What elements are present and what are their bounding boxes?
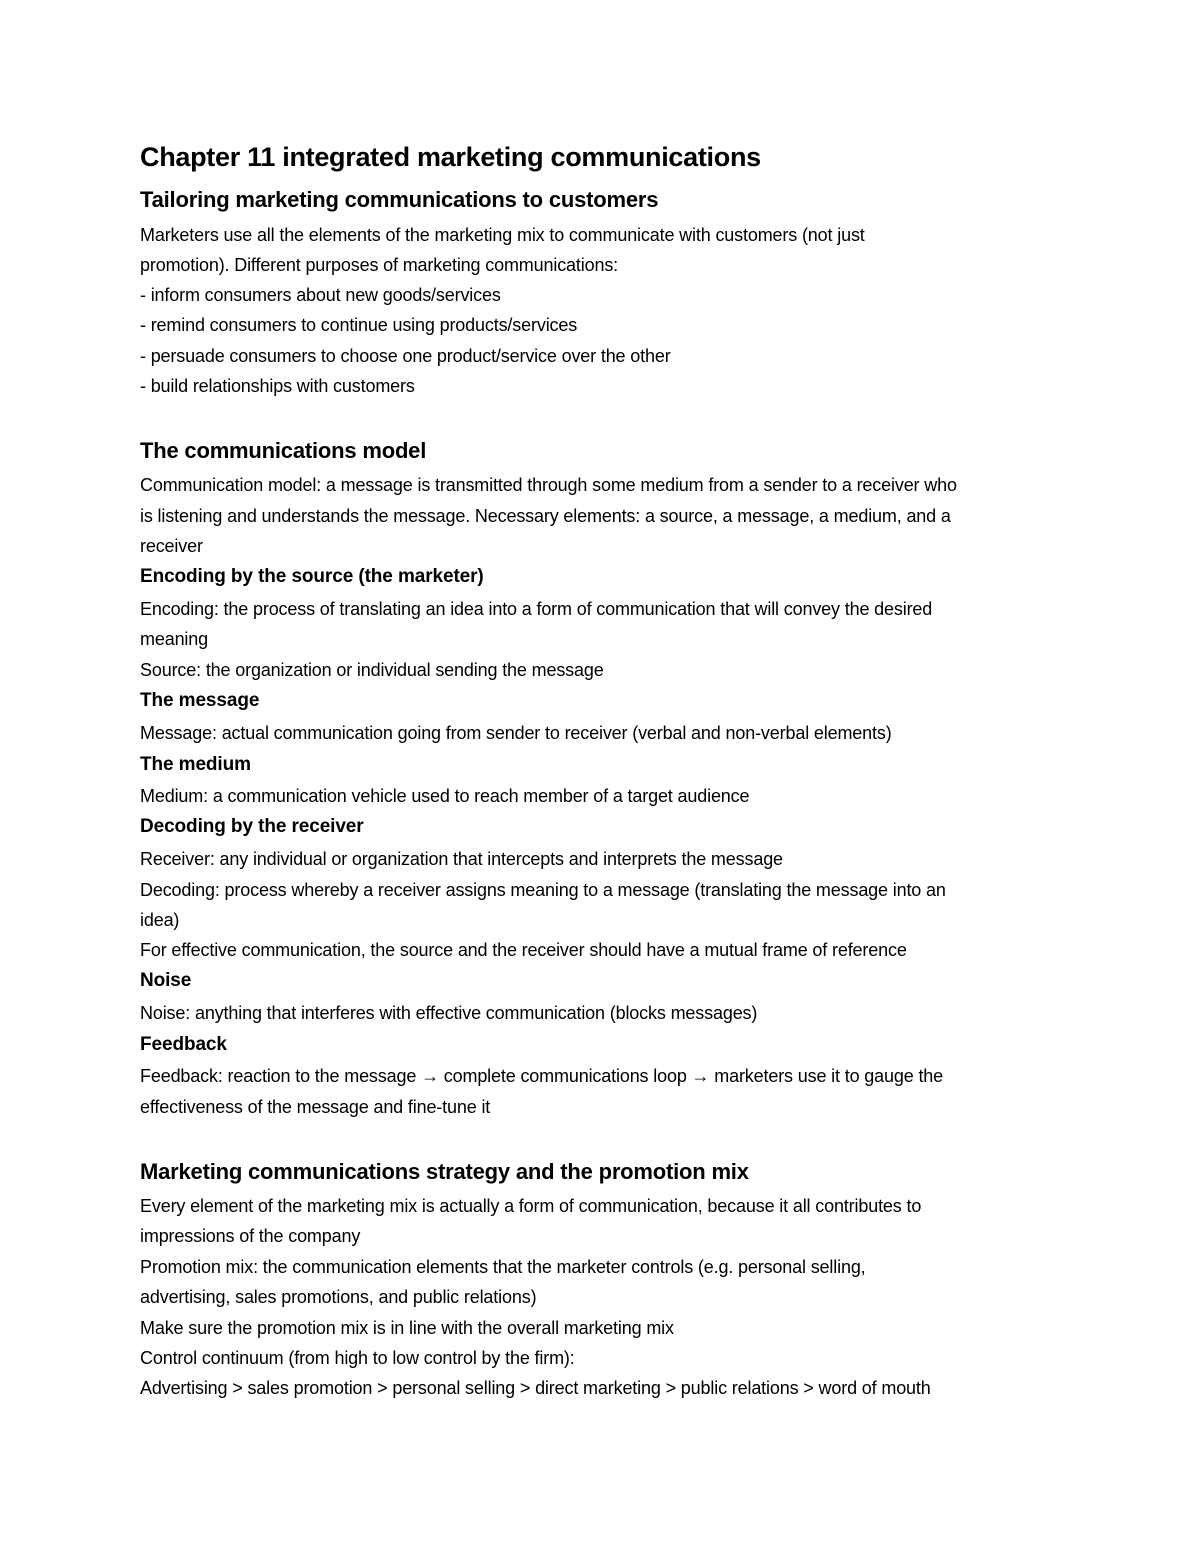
section-heading: The communications model [140, 438, 427, 463]
section-heading: Tailoring marketing communications to customers [140, 187, 659, 212]
body-text: receiver [140, 536, 203, 556]
body-text: impressions of the company [140, 1226, 361, 1246]
section-heading: Marketing communications strategy and the promotion mix [140, 1159, 749, 1184]
body-text: Decoding: process whereby a receiver assigns meaning to a message (translating the message into an [140, 880, 946, 900]
body-text: Control continuum (from high to low control by the firm): [140, 1348, 575, 1368]
body-text: is listening and understands the message. Necessary elements: a source, a message, a medium, and a [140, 506, 951, 526]
subsection-heading: The medium [140, 754, 251, 775]
subsection-heading: The message [140, 690, 260, 711]
subsection-heading: Encoding by the source (the marketer) [140, 566, 484, 587]
body-text: Marketers use all the elements of the marketing mix to communicate with customers (not just [140, 225, 865, 245]
body-text: promotion). Different purposes of marketing communications: [140, 255, 619, 275]
body-text: Every element of the marketing mix is actually a form of communication, because it all contributes to [140, 1196, 922, 1216]
body-text: Medium: a communication vehicle used to reach member of a target audience [140, 786, 750, 806]
list-item: - build relationships with customers [140, 376, 415, 396]
body-text: Feedback: reaction to the message → complete communications loop → marketers use it to gauge the [140, 1066, 944, 1086]
body-text: Noise: anything that interferes with effective communication (blocks messages) [140, 1003, 758, 1023]
subsection-heading: Feedback [140, 1034, 227, 1055]
body-text: Source: the organization or individual sending the message [140, 660, 604, 680]
body-text: Receiver: any individual or organization that intercepts and interprets the message [140, 849, 783, 869]
body-text: idea) [140, 910, 180, 930]
body-text: Promotion mix: the communication elements that the marketer controls (e.g. personal selling, [140, 1257, 866, 1277]
body-text: effectiveness of the message and fine-tune it [140, 1097, 491, 1117]
list-item: - inform consumers about new goods/services [140, 285, 501, 305]
subsection-heading: Decoding by the receiver [140, 816, 364, 837]
list-item: - remind consumers to continue using products/services [140, 315, 578, 335]
list-item: - persuade consumers to choose one product/service over the other [140, 346, 671, 366]
body-text: meaning [140, 629, 208, 649]
body-text: For effective communication, the source and the receiver should have a mutual frame of reference [140, 940, 907, 960]
body-text: Encoding: the process of translating an idea into a form of communication that will convey the desired [140, 599, 933, 619]
body-text: Advertising > sales promotion > personal selling > direct marketing > public relations > word of mouth [140, 1378, 931, 1398]
body-text: Message: actual communication going from sender to receiver (verbal and non-verbal elements) [140, 723, 892, 743]
body-text: Make sure the promotion mix is in line with the overall marketing mix [140, 1318, 674, 1338]
page-title: Chapter 11 integrated marketing communications [140, 142, 761, 172]
body-text: advertising, sales promotions, and public relations) [140, 1287, 537, 1307]
subsection-heading: Noise [140, 970, 192, 991]
body-text: Communication model: a message is transmitted through some medium from a sender to a receiver who [140, 475, 957, 495]
